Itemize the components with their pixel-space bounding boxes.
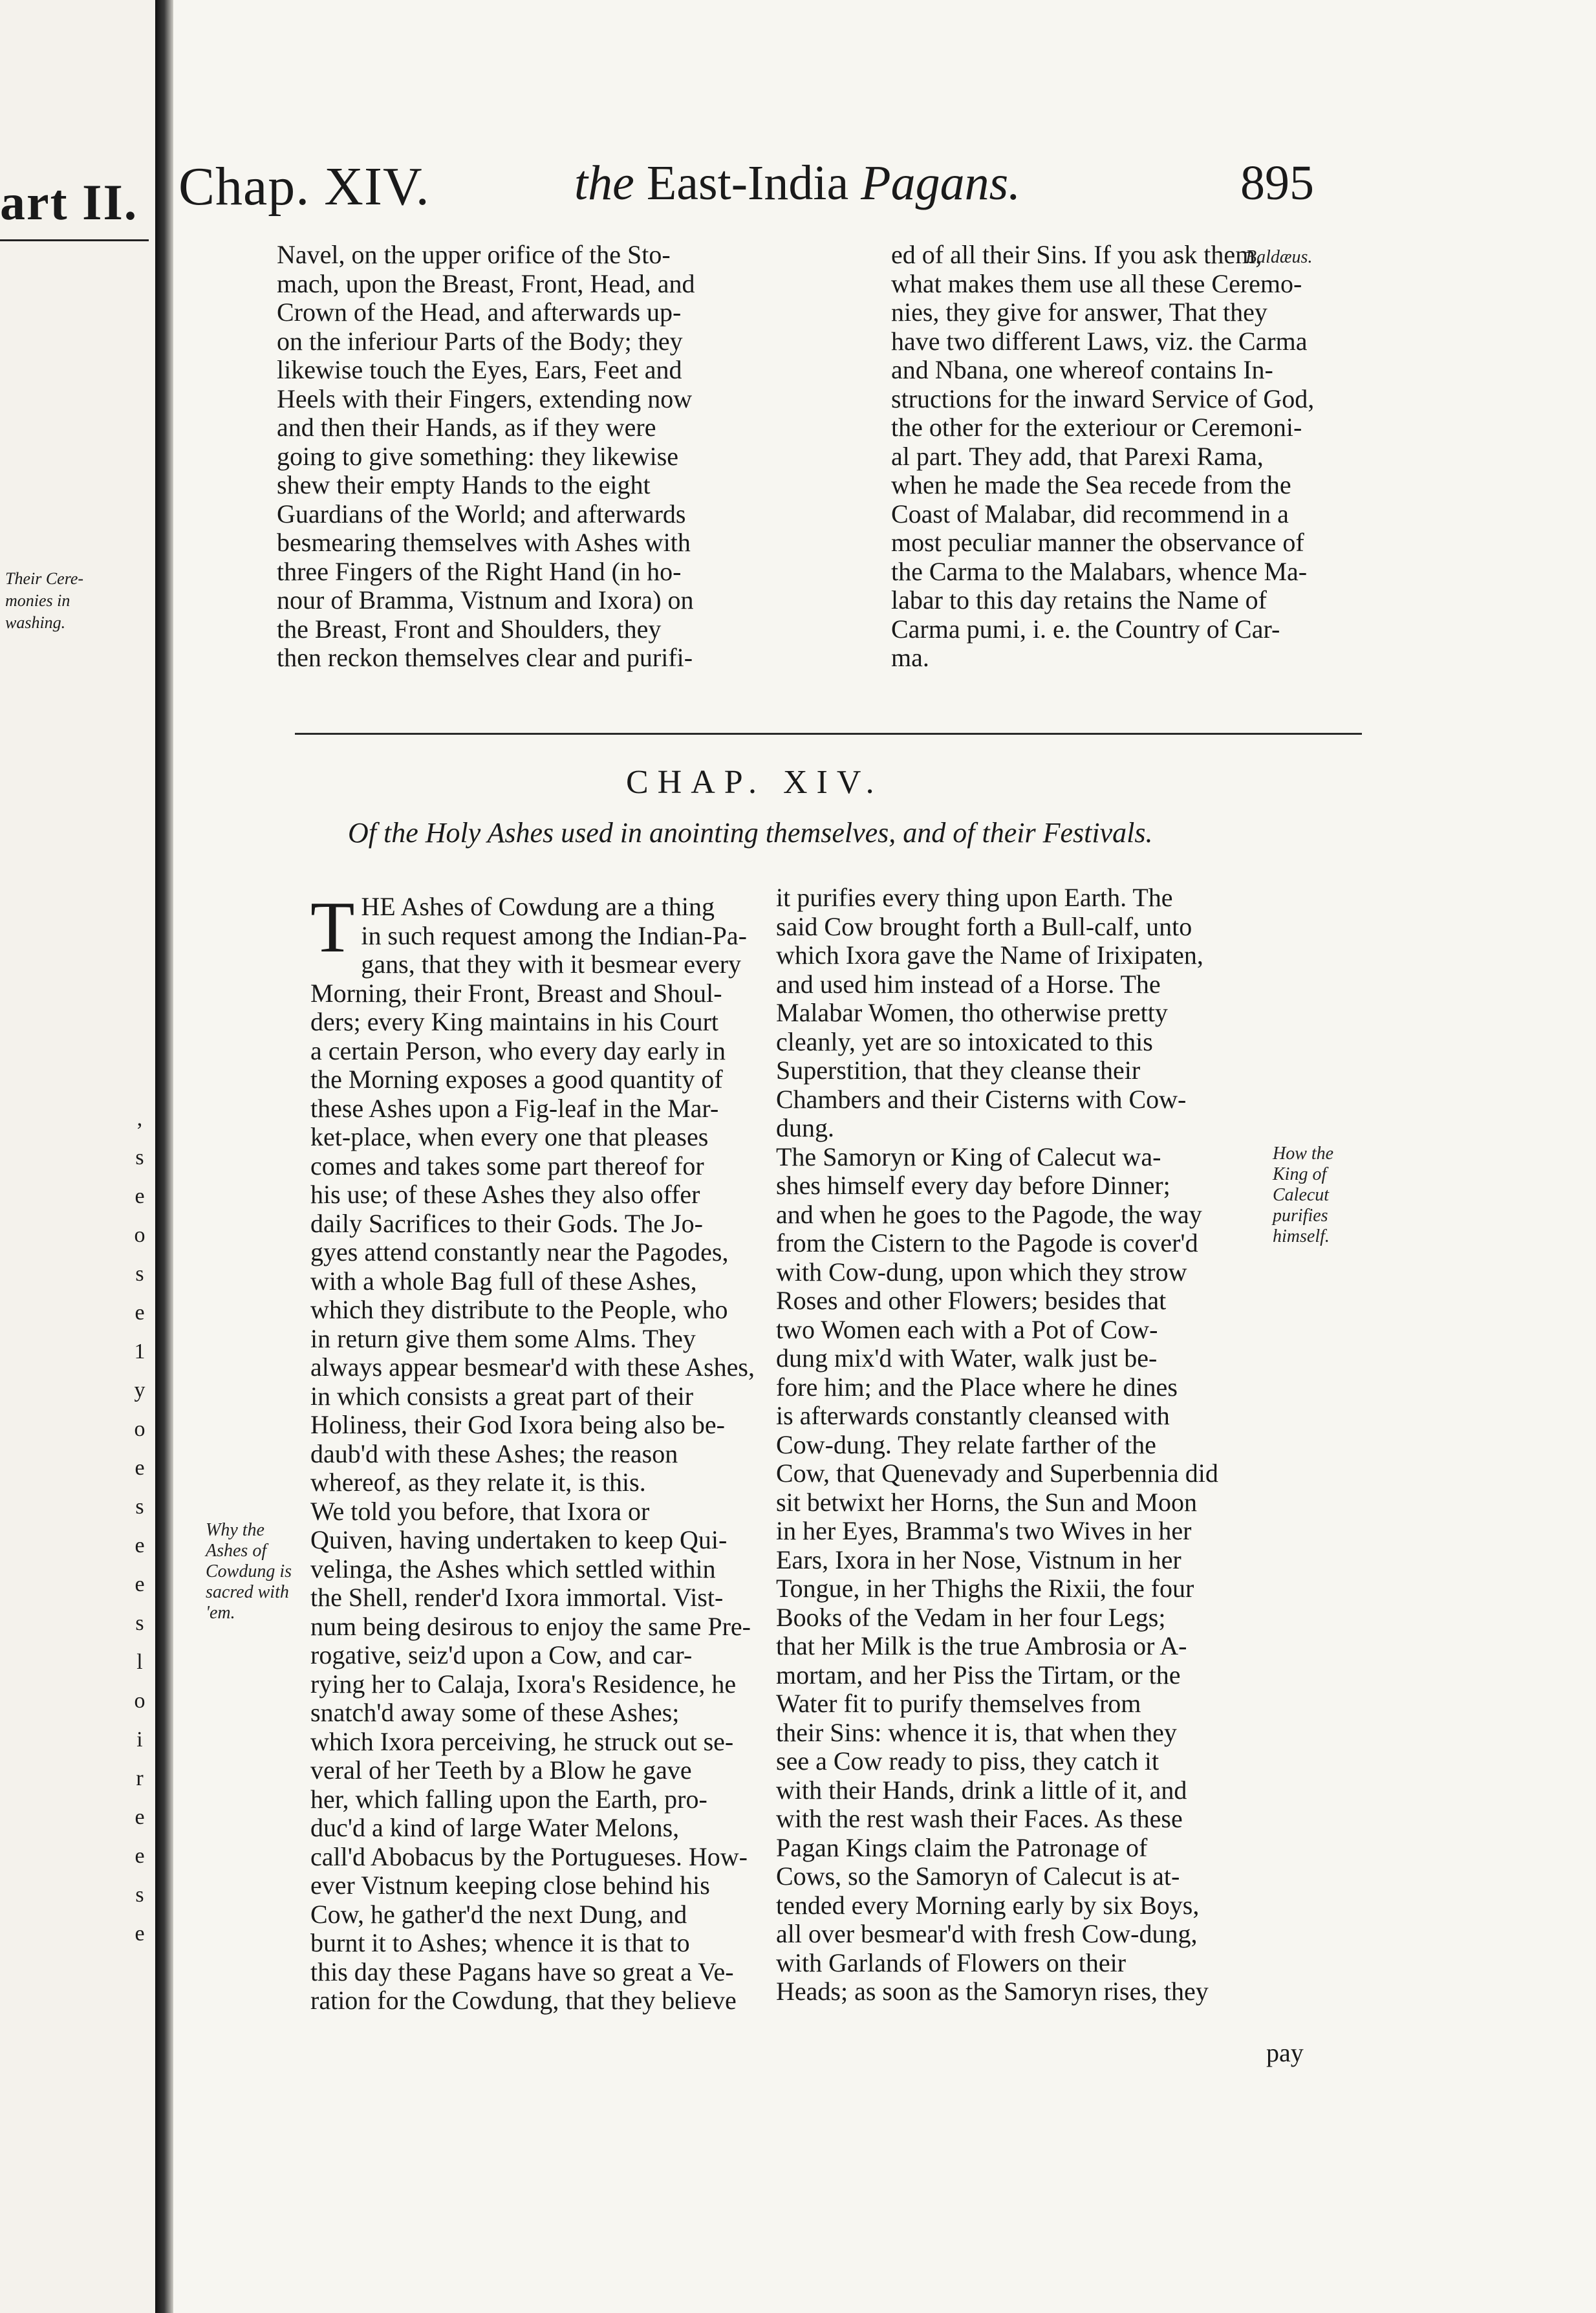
edge-char: e bbox=[135, 1922, 145, 1946]
text-line: Ears, Ixora in her Nose, Vistnum in her bbox=[776, 1545, 1181, 1574]
text-line: structions for the inward Service of God, bbox=[891, 384, 1315, 413]
text-line: Roses and other Flowers; besides that bbox=[776, 1286, 1167, 1315]
text-line: Navel, on the upper orifice of the Sto- bbox=[277, 240, 671, 269]
text-line: Morning, their Front, Breast and Shoul- bbox=[310, 978, 722, 1008]
sidenote-baldaeus: Baldæus. bbox=[1246, 247, 1313, 267]
text-line: shes himself every day before Dinner; bbox=[776, 1171, 1170, 1200]
gutter bbox=[155, 0, 173, 2313]
text-line: the other for the exteriour or Ceremoni- bbox=[891, 413, 1302, 442]
text-line: with Cow-dung, upon which they strow bbox=[776, 1257, 1187, 1287]
edge-char: s bbox=[135, 1611, 144, 1635]
edge-char: o bbox=[134, 1223, 146, 1247]
sidenote-line: Ashes of bbox=[206, 1541, 267, 1561]
text-line: Superstition, that they cleanse their bbox=[776, 1056, 1141, 1085]
top-right-column bbox=[891, 241, 1418, 673]
facing-page-gloss bbox=[5, 568, 96, 634]
text-line: their Sins: whence it is, that when they bbox=[776, 1717, 1177, 1747]
text-line: and used him instead of a Horse. The bbox=[776, 969, 1161, 999]
text-line: call'd Abobacus by the Portugueses. How- bbox=[310, 1841, 748, 1871]
text-line: Pagan Kings claim the Patronage of bbox=[776, 1832, 1148, 1862]
drop-cap: T bbox=[310, 887, 355, 968]
text-line: the Shell, render'd Ixora immortal. Vist- bbox=[310, 1583, 724, 1612]
text-line: in such request among the Indian-Pa- bbox=[361, 920, 747, 950]
text-line: The Samoryn or King of Calecut wa- bbox=[776, 1142, 1161, 1171]
text-line: fore him; and the Place where he dines bbox=[776, 1372, 1178, 1402]
text-line: and when he goes to the Pagode, the way bbox=[776, 1199, 1202, 1229]
text-line: veral of her Teeth by a Blow he gave bbox=[310, 1755, 692, 1785]
text-line: it purifies every thing upon Earth. The bbox=[776, 883, 1173, 912]
text-line: mach, upon the Breast, Front, Head, and bbox=[277, 268, 695, 298]
title-end: Pagans. bbox=[861, 156, 1021, 210]
text-line: cleanly, yet are so intoxicated to this bbox=[776, 1026, 1153, 1056]
sidenote-king-purifies bbox=[1273, 1144, 1363, 1247]
text-line: and Nbana, one whereof contains In- bbox=[891, 355, 1273, 384]
text-line: Cow, he gather'd the next Dung, and bbox=[310, 1899, 687, 1929]
sidenote-line: King of bbox=[1273, 1164, 1327, 1184]
chapter-subtitle: Of the Holy Ashes used in anointing themselves, and of their Festivals. bbox=[348, 817, 1153, 849]
text-line: these Ashes upon a Fig-leaf in the Mar- bbox=[310, 1093, 719, 1123]
text-line: dung. bbox=[776, 1113, 834, 1142]
title-main: East-India bbox=[646, 156, 849, 210]
edge-char: e bbox=[135, 1805, 145, 1829]
sidenote-line: Calecut bbox=[1273, 1185, 1330, 1205]
sidenote-line: himself. bbox=[1273, 1226, 1330, 1246]
sidenote-line: Why the bbox=[206, 1520, 264, 1540]
text-line: tended every Morning early by six Boys, bbox=[776, 1890, 1200, 1920]
text-line: rying her to Calaja, Ixora's Residence, he bbox=[310, 1669, 737, 1699]
edge-char: i bbox=[136, 1728, 143, 1752]
text-line: Water fit to purify themselves from bbox=[776, 1689, 1141, 1718]
bottom-left-column bbox=[310, 887, 786, 2015]
text-line: sit betwixt her Horns, the Sun and Moon bbox=[776, 1487, 1198, 1517]
chapter-title: CHAP. XIV. bbox=[626, 764, 883, 801]
text-line: with their Hands, drink a little of it, and bbox=[776, 1775, 1187, 1805]
edge-char: e bbox=[135, 1456, 145, 1480]
text-line: HE Ashes of Cowdung are a thing bbox=[361, 892, 715, 921]
edge-char: e bbox=[135, 1184, 145, 1208]
text-line: her, which falling upon the Earth, pro- bbox=[310, 1784, 707, 1814]
text-line: in return give them some Alms. They bbox=[310, 1323, 696, 1353]
text-line: rogative, seiz'd upon a Cow, and car- bbox=[310, 1640, 693, 1669]
text-line: mortam, and her Piss the Tirtam, or the bbox=[776, 1660, 1181, 1689]
text-line: labar to this day retains the Name of bbox=[891, 585, 1267, 614]
text-line: velinga, the Ashes which settled within bbox=[310, 1554, 716, 1583]
title-article: the bbox=[574, 156, 634, 210]
edge-char: e bbox=[135, 1572, 145, 1596]
text-line: which Ixora perceiving, he struck out se- bbox=[310, 1726, 734, 1756]
text-line: the Carma to the Malabars, whence Ma- bbox=[891, 556, 1308, 586]
edge-char: s bbox=[135, 1262, 144, 1286]
facing-page-rule bbox=[0, 239, 149, 241]
text-line: ever Vistnum keeping close behind his bbox=[310, 1871, 710, 1900]
text-line: Heels with their Fingers, extending now bbox=[277, 384, 693, 413]
text-line: in which consists a great part of their bbox=[310, 1381, 694, 1411]
text-line: this day these Pagans have so great a Ve- bbox=[310, 1957, 734, 1986]
text-line: his use; of these Ashes they also offer bbox=[310, 1180, 700, 1209]
text-line: with the rest wash their Faces. As these bbox=[776, 1804, 1183, 1833]
gloss-line: Their Cere- bbox=[5, 569, 84, 588]
text-line: Holiness, their God Ixora being also be- bbox=[310, 1410, 725, 1439]
edge-char: l bbox=[136, 1650, 143, 1674]
text-line: with a whole Bag full of these Ashes, bbox=[310, 1266, 697, 1296]
text-line: always appear besmear'd with these Ashes, bbox=[310, 1352, 755, 1382]
text-line: gans, that they with it besmear every bbox=[361, 950, 742, 979]
edge-char: s bbox=[135, 1883, 144, 1907]
text-line: ration for the Cowdung, that they believe bbox=[310, 1986, 737, 2015]
running-head-title bbox=[574, 155, 1020, 220]
text-line: Heads; as soon as the Samoryn rises, they bbox=[776, 1977, 1209, 2006]
text-line: Cow, that Quenevady and Superbennia did bbox=[776, 1459, 1218, 1488]
text-line: ders; every King maintains in his Court bbox=[310, 1007, 719, 1036]
text-line: the Morning exposes a good quantity of bbox=[310, 1065, 723, 1094]
text-line: dung mix'd with Water, walk just be- bbox=[776, 1343, 1158, 1373]
text-line: al part. They add, that Parexi Rama, bbox=[891, 441, 1264, 471]
text-line: most peculiar manner the observance of bbox=[891, 528, 1304, 557]
edge-char: r bbox=[136, 1766, 144, 1790]
text-line: Tongue, in her Thighs the Rixii, the four bbox=[776, 1574, 1194, 1603]
edge-char: o bbox=[134, 1417, 146, 1441]
text-line: Books of the Vedam in her four Legs; bbox=[776, 1602, 1166, 1632]
text-line: which Ixora gave the Name of Irixipaten, bbox=[776, 940, 1203, 970]
bottom-right-column bbox=[776, 884, 1255, 2006]
text-line: which they distribute to the People, who bbox=[310, 1295, 728, 1324]
text-line: num being desirous to enjoy the same Pre- bbox=[310, 1611, 751, 1641]
edge-char: s bbox=[135, 1495, 144, 1519]
gloss-line: monies in bbox=[5, 591, 70, 610]
text-line: daily Sacrifices to their Gods. The Jo- bbox=[310, 1208, 703, 1238]
running-head-chapter: Chap. XIV. bbox=[178, 157, 430, 217]
text-line: Crown of the Head, and afterwards up- bbox=[277, 298, 682, 327]
text-line: ed of all their Sins. If you ask them, bbox=[891, 240, 1262, 269]
text-line: duc'd a kind of large Water Melons, bbox=[310, 1813, 680, 1842]
edge-char: o bbox=[134, 1689, 146, 1713]
text-line: Guardians of the World; and afterwards bbox=[277, 499, 686, 528]
text-line: see a Cow ready to piss, they catch it bbox=[776, 1746, 1159, 1775]
edge-char: 1 bbox=[134, 1340, 146, 1363]
edge-char: s bbox=[135, 1146, 144, 1169]
text-line: two Women each with a Pot of Cow- bbox=[776, 1314, 1158, 1344]
text-line: have two different Laws, viz. the Carma bbox=[891, 326, 1308, 356]
top-left-column bbox=[277, 241, 859, 673]
edge-char: , bbox=[136, 1107, 143, 1131]
book-page bbox=[173, 0, 1596, 2313]
text-line: besmearing themselves with Ashes with bbox=[277, 528, 691, 557]
section-divider bbox=[295, 733, 1362, 735]
text-line: when he made the Sea recede from the bbox=[891, 470, 1291, 499]
facing-page bbox=[0, 0, 155, 2313]
edge-char: e bbox=[135, 1844, 145, 1868]
text-line: shew their empty Hands to the eight bbox=[277, 470, 651, 499]
text-line: all over besmear'd with fresh Cow-dung, bbox=[776, 1919, 1198, 1948]
sidenote-line: Cowdung is bbox=[206, 1561, 292, 1581]
gloss-line: washing. bbox=[5, 613, 66, 632]
text-line: Quiven, having undertaken to keep Qui- bbox=[310, 1525, 728, 1554]
text-line: with Garlands of Flowers on their bbox=[776, 1948, 1127, 1977]
text-line: a certain Person, who every day early in bbox=[310, 1036, 726, 1065]
edge-char: e bbox=[135, 1534, 145, 1558]
facing-page-edge-text bbox=[127, 1100, 153, 1953]
text-line: nour of Bramma, Vistnum and Ixora) on bbox=[277, 585, 694, 614]
text-line: Cow-dung. They relate farther of the bbox=[776, 1429, 1156, 1459]
text-line: nies, they give for answer, That they bbox=[891, 298, 1267, 327]
text-line: ket-place, when every one that pleases bbox=[310, 1122, 709, 1151]
text-line: ma. bbox=[891, 643, 929, 672]
text-line: in her Eyes, Bramma's two Wives in her bbox=[776, 1516, 1192, 1545]
text-line: gyes attend constantly near the Pagodes, bbox=[310, 1237, 729, 1266]
text-line: and then their Hands, as if they were bbox=[277, 413, 656, 442]
edge-char: e bbox=[135, 1301, 145, 1325]
text-line: that her Milk is the true Ambrosia or A- bbox=[776, 1631, 1187, 1660]
facing-page-header: art II. bbox=[0, 174, 138, 230]
text-line: said Cow brought forth a Bull-calf, unto bbox=[776, 911, 1192, 941]
text-line: what makes them use all these Ceremo- bbox=[891, 268, 1302, 298]
catchword: pay bbox=[1266, 2038, 1304, 2067]
text-line: Chambers and their Cisterns with Cow- bbox=[776, 1084, 1187, 1114]
text-line: whereof, as they relate it, is this. bbox=[310, 1468, 646, 1497]
text-line: We told you before, that Ixora or bbox=[310, 1496, 650, 1526]
sidenote-why-ashes bbox=[206, 1520, 303, 1623]
text-line: comes and takes some part thereof for bbox=[310, 1151, 704, 1180]
sidenote-line: purifies bbox=[1273, 1206, 1328, 1226]
sidenote-line: How the bbox=[1273, 1144, 1334, 1164]
text-line: burnt it to Ashes; whence it is that to bbox=[310, 1928, 690, 1957]
edge-char: y bbox=[134, 1378, 146, 1402]
text-line: Coast of Malabar, did recommend in a bbox=[891, 499, 1289, 528]
text-line: on the inferiour Parts of the Body; they bbox=[277, 326, 683, 356]
text-line: Carma pumi, i. e. the Country of Car- bbox=[891, 614, 1280, 644]
text-line: is afterwards constantly cleansed with bbox=[776, 1401, 1170, 1430]
page-number: 895 bbox=[1240, 156, 1314, 210]
text-line: snatch'd away some of these Ashes; bbox=[310, 1698, 680, 1727]
text-line: three Fingers of the Right Hand (in ho- bbox=[277, 556, 682, 586]
text-line: Cows, so the Samoryn of Calecut is at- bbox=[776, 1862, 1180, 1891]
sidenote-line: sacred with bbox=[206, 1582, 289, 1602]
text-line: from the Cistern to the Pagode is cover'd bbox=[776, 1228, 1198, 1257]
text-line: likewise touch the Eyes, Ears, Feet and bbox=[277, 355, 682, 384]
text-line: daub'd with these Ashes; the reason bbox=[310, 1439, 678, 1468]
text-line: Malabar Women, tho otherwise pretty bbox=[776, 998, 1168, 1027]
text-line: then reckon themselves clear and purifi- bbox=[277, 643, 693, 672]
text-line: going to give something: they likewise bbox=[277, 441, 679, 471]
text-line: the Breast, Front and Shoulders, they bbox=[277, 614, 662, 644]
sidenote-line: 'em. bbox=[206, 1603, 235, 1623]
